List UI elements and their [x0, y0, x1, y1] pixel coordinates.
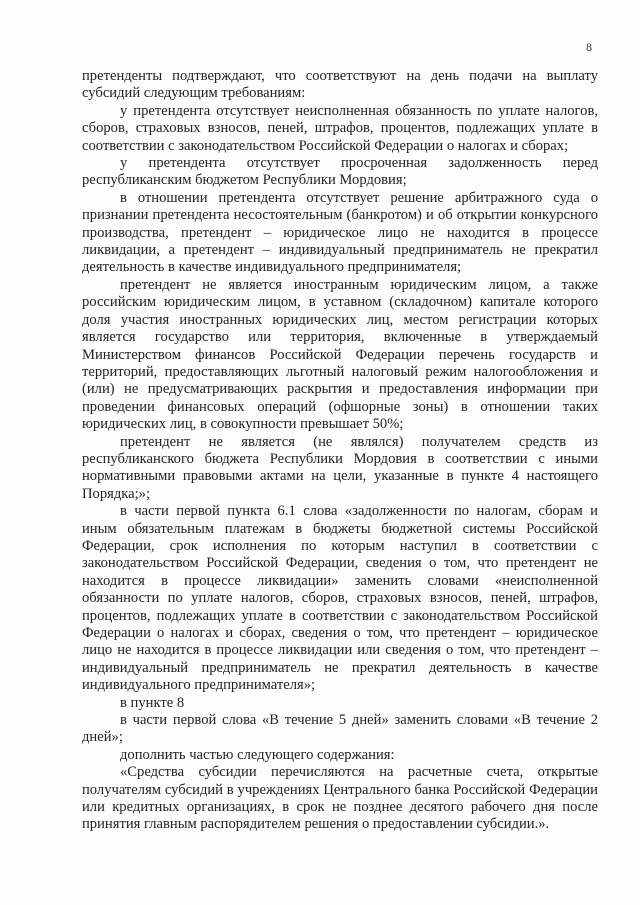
- paragraph: дополнить частью следующего содержания:: [120, 746, 395, 763]
- paragraph: у претендента отсутствует просроченная задолженность перед республиканским бюджетом Республики Мордовия;: [82, 155, 598, 189]
- paragraph: в части первой слова «В течение 5 дней» заменить словами «В течение 2 дней»;: [82, 712, 598, 746]
- paragraph: претенденты подтверждают, что соответствуют на день подачи на выплату субсидий следующим требованиям:: [82, 68, 598, 102]
- paragraph: претендент не является (не являлся) получателем средств из республиканского бюджета Республики Мордовия в соответствии с иными нормативными правовыми актами на цели, указанные в пункте 4 настоящего Порядка;»;: [82, 433, 598, 502]
- paragraph: в части первой пункта 6.1 слова «задолженности по налогам, сборам и иным обязательным платежам в бюджеты бюджетной системы Российской Федерации, срок исполнения по которым наступил в соответствии с законодательством Российской Федерации, сведения о том, что претендент не находится в процессе ликвидации» заменить словами «неисполненной обязанности по уплате налогов, сборов, страховых взносов, пеней, штрафов, процентов, подлежащих уплате в соответствии с законодательством Российской Федерации о налогах и сборах, сведения о том, что претендент – юридическое лицо не находится в процессе ликвидации или сведения о том, что претендент – индивидуальный предприниматель не прекратил деятельность в качестве индивидуального предпринимателя»;: [82, 503, 598, 694]
- document-body: [82, 68, 598, 834]
- paragraph: претендент не является иностранным юридическим лицом, а также российским юридическим лицом, в уставном (складочном) капитале которого доля участия иностранных юридических лиц, местом регистрации которых является государство или территория, включенные в утверждаемый Министерством финансов Российской Федерации перечень государств и территорий, предоставляющих льготный налоговый режим налогообложения и (или) не предусматривающих раскрытия и предоставления информации при проведении финансовых операций (офшорные зоны) в отношении таких юридических лиц, в совокупности превышает 50%;: [82, 276, 598, 433]
- page-number: 8: [586, 40, 592, 54]
- paragraph: в пункте 8: [120, 694, 185, 711]
- paragraph: «Средства субсидии перечисляются на расчетные счета, открытые получателям субсидий в учреждениях Центрального банка Российской Федерации или кредитных организациях, в срок не позднее десятого рабочего дня после принятия главным распорядителем решения о предоставлении субсидии.».: [82, 764, 598, 833]
- paragraph: в отношении претендента отсутствует решение арбитражного суда о признании претендента несостоятельным (банкротом) и об открытии конкурсного производства, претендент – юридическое лицо не находится в процессе ликвидации, а претендент – индивидуальный предприниматель не прекратил деятельность в качестве индивидуального предпринимателя;: [82, 189, 598, 276]
- paragraph: у претендента отсутствует неисполненная обязанность по уплате налогов, сборов, страховых взносов, пеней, штрафов, процентов, подлежащих уплате в соответствии с законодательством Российской Федерации о налогах и сборах;: [82, 102, 598, 154]
